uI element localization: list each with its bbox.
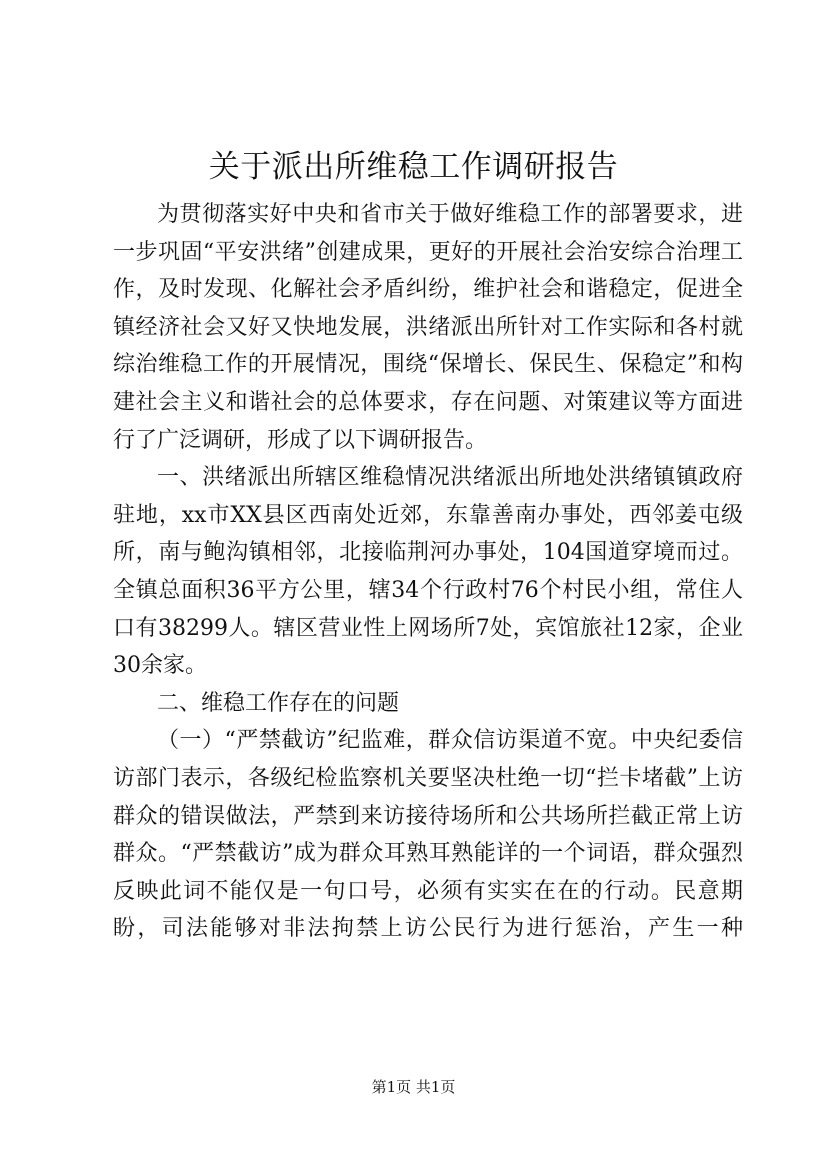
page-footer: 第1页 共1页 <box>371 1078 456 1096</box>
paragraph-section-2-heading: 二、维稳工作存在的问题 <box>157 690 400 716</box>
paragraph-section-1: 一、洪绪派出所辖区维稳情况洪绪派出所地处洪绪镇镇政府驻地，xx市XX县区西南处近郊，东靠善南办事处，西邻姜屯级所，南与鲍沟镇相邻，北接临荆河办事处，104国道穿境而过。全镇总面积36平方公里，辖34个行政村76个村民小组，常住人口有38299人。辖区营业性上网场所7处，宾馆旅社12家，企业30余家。 <box>113 465 743 679</box>
document-title: 关于派出所维稳工作调研报告 <box>208 149 619 185</box>
document-body <box>113 196 743 948</box>
paragraph-intro: 为贯彻落实好中央和省市关于做好维稳工作的部署要求，进一步巩固“平安洪绪”创建成果，更好的开展社会治安综合治理工作，及时发现、化解社会矛盾纠纷，维护社会和谐稳定，促进全镇经济社会又好又快地发展，洪绪派出所针对工作实际和各村就综治维稳工作的开展情况，围绕“保增长、保民生、保稳定”和构建社会主义和谐社会的总体要求，存在问题、对策建议等方面进行了广泛调研，形成了以下调研报告。 <box>113 202 743 453</box>
paragraph-subsection-1: （一）“严禁截访”纪监难，群众信访渠道不宽。中央纪委信访部门表示，各级纪检监察机关要坚决杜绝一切“拦卡堵截”上访群众的错误做法，严禁到来访接待场所和公共场所拦截正常上访群众。“严禁截访”成为群众耳熟耳熟能详的一个词语，群众强烈反映此词不能仅是一句口号，必须有实实在在的行动。民意期盼，司法能够对非法拘禁上访公民行为进行惩治，产生一种 <box>113 728 743 942</box>
